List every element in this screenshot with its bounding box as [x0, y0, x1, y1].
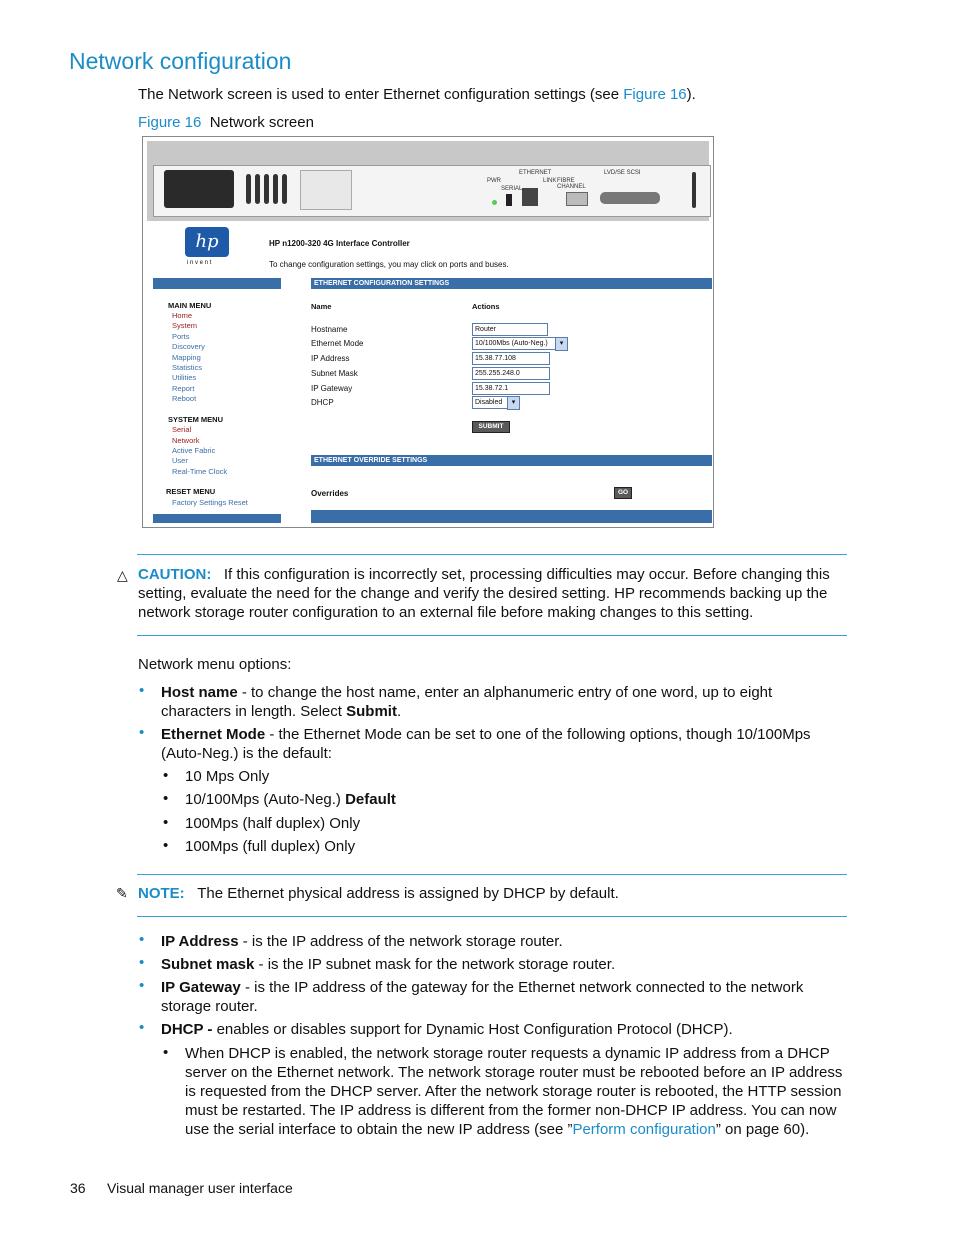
list-item-hostname: Host name - to change the host name, enter an alphanumeric entry of one word, up to eight characters in length. Select Submit.: [161, 684, 773, 720]
col-name-header: Name: [311, 302, 332, 311]
scsi-label: LVD/SE SCSI: [604, 170, 641, 176]
list-item-ip-address: IP Address - is the IP address of the network storage router.: [161, 933, 563, 950]
caution-bottom-rule: [137, 635, 847, 636]
subnet-mask-input[interactable]: 255.255.248.0: [472, 367, 550, 380]
note-bottom-rule: [137, 916, 847, 917]
menu-item-active-fabric[interactable]: Active Fabric: [172, 446, 216, 455]
note-text: [138, 884, 619, 903]
menu-item-system[interactable]: System: [172, 321, 198, 330]
footer-bar: [311, 510, 712, 523]
menu-item-reboot[interactable]: Reboot: [172, 394, 197, 403]
vent-icon: [255, 174, 260, 204]
caution-top-rule: [137, 554, 847, 555]
sub-bullet-icon: •: [163, 1044, 169, 1061]
menu-item-real-time-clock[interactable]: Real-Time Clock: [172, 467, 228, 476]
sub-bullet-icon: •: [163, 837, 169, 854]
submit-button[interactable]: SUBMIT: [472, 421, 510, 433]
network-screen-figure: [142, 136, 714, 528]
sidebar-bar: [153, 278, 281, 289]
sub-list-item: 10/100Mps (Auto-Neg.) Default: [185, 791, 396, 808]
override-settings-bar: ETHERNET OVERRIDE SETTINGS: [311, 455, 712, 466]
go-button[interactable]: GO: [614, 487, 632, 499]
bullet-icon: •: [139, 954, 145, 971]
ethernet-label: ETHERNET: [519, 170, 552, 176]
menu-item-statistics[interactable]: Statistics: [172, 363, 203, 372]
bullet-icon: •: [139, 977, 145, 994]
list-item-dhcp: DHCP - enables or disables support for Dynamic Host Configuration Protocol (DHCP).: [161, 1021, 733, 1038]
figure-caption: [138, 113, 314, 132]
footer-title: Visual manager user interface: [107, 1180, 293, 1196]
ip-gateway-input[interactable]: 15.38.72.1: [472, 382, 550, 395]
ethernet-port-icon[interactable]: [522, 188, 538, 206]
sidebar-footer-bar: [153, 514, 281, 523]
system-menu-heading: SYSTEM MENU: [168, 415, 224, 424]
serial-label: SERIAL: [501, 186, 523, 192]
ethernet-config-bar: ETHERNET CONFIGURATION SETTINGS: [311, 278, 712, 289]
vent-icon: [273, 174, 278, 204]
row-ip-gateway-label: IP Gateway: [311, 384, 353, 393]
sub-list-item: 100Mps (half duplex) Only: [185, 815, 361, 832]
caution-body: If this configuration is incorrectly set, processing difficulties may occur. Before changing this setting, evaluate the need for the change and verify the desired setting. HP recommends backing up the network storage router configuration to an external file before making changes to this setting.: [138, 566, 830, 621]
vent-icon: [264, 174, 269, 204]
sub-bullet-icon: •: [163, 767, 169, 784]
serial-port-icon[interactable]: [506, 194, 512, 206]
caution-label: CAUTION:: [138, 566, 212, 583]
row-subnet-mask-label: Subnet Mask: [311, 369, 358, 378]
intro-text: The Network screen is used to enter Ethernet configuration settings (see: [138, 86, 624, 103]
menu-item-serial[interactable]: Serial: [172, 425, 192, 434]
menu-item-user[interactable]: User: [172, 456, 188, 465]
overrides-label: Overrides: [311, 489, 349, 498]
row-ethernet-mode-label: Ethernet Mode: [311, 339, 364, 348]
col-actions-header: Actions: [472, 302, 500, 311]
note-top-rule: [137, 874, 847, 875]
vent-icon: [282, 174, 287, 204]
note-icon: ✎: [116, 885, 128, 901]
menu-item-discovery[interactable]: Discovery: [172, 342, 205, 351]
bullet-icon: •: [139, 931, 145, 948]
note-label: NOTE:: [138, 885, 185, 902]
menu-item-utilities[interactable]: Utilities: [172, 373, 197, 382]
reset-menu-heading: RESET MENU: [166, 487, 216, 496]
device-front-panel[interactable]: [153, 165, 711, 217]
intro-paragraph: [138, 85, 696, 104]
page-number: 36: [70, 1180, 86, 1196]
pwr-led-icon: [492, 200, 497, 205]
invent-tagline: i n v e n t: [187, 260, 212, 266]
row-ip-address-label: IP Address: [311, 354, 350, 363]
caution-icon: △: [117, 567, 128, 583]
row-hostname-label: Hostname: [311, 325, 348, 334]
sub-list-item: 100Mps (full duplex) Only: [185, 838, 356, 855]
power-supply-icon: [164, 170, 234, 208]
note-body: The Ethernet physical address is assigned by DHCP by default.: [197, 885, 619, 902]
ip-address-input[interactable]: 15.38.77.108: [472, 352, 550, 365]
bullet-icon: •: [139, 682, 145, 699]
sub-list-item: 10 Mps Only: [185, 768, 270, 785]
label-plate: [300, 170, 352, 210]
hp-logo: hp: [185, 227, 229, 257]
hostname-input[interactable]: Router: [472, 323, 548, 336]
row-dhcp-label: DHCP: [311, 398, 334, 407]
chevron-down-icon[interactable]: ▾: [507, 396, 520, 410]
main-menu-heading: MAIN MENU: [168, 301, 212, 310]
vent-icon: [246, 174, 251, 204]
ethernet-mode-select[interactable]: 10/100Mbs (Auto-Neg.): [472, 337, 556, 350]
perform-configuration-link[interactable]: Perform configuration: [572, 1121, 716, 1138]
scsi-port-icon[interactable]: [600, 192, 660, 204]
dhcp-detail: When DHCP is enabled, the network storage router requests a dynamic IP address from a DHCP server on the Ethernet network. The network storage router must be rebooted before an IP address is requested from the DHCP server. After the network storage router is rebooted, the HTTP session must be restarted. The IP address is different from the former non-DHCP IP address. You can now use the serial interface to obtain the new IP address (see ”Perform configuration” on page 60).: [185, 1045, 843, 1138]
bullet-icon: •: [139, 1019, 145, 1036]
chevron-down-icon[interactable]: ▾: [555, 337, 568, 351]
figure-label: Figure 16: [138, 114, 202, 131]
list-item-ip-gateway: IP Gateway - is the IP address of the gateway for the Ethernet network connected to the network storage router.: [161, 979, 804, 1015]
menu-item-home[interactable]: Home: [172, 311, 193, 320]
menu-item-mapping[interactable]: Mapping: [172, 353, 201, 362]
menu-options-label: Network menu options:: [138, 656, 292, 673]
fibre-label: FIBRE CHANNEL: [557, 178, 586, 190]
link-label: LINK: [543, 178, 557, 184]
figure-caption-text: Network screen: [209, 114, 314, 131]
menu-item-ports[interactable]: Ports: [172, 332, 190, 341]
menu-item-report[interactable]: Report: [172, 384, 195, 393]
dhcp-select[interactable]: Disabled: [472, 396, 508, 409]
menu-item-factory-reset[interactable]: Factory Settings Reset: [172, 498, 248, 507]
fibre-port-icon[interactable]: [566, 192, 588, 206]
bullet-icon: •: [139, 724, 145, 741]
device-title: HP n1200-320 4G Interface Controller: [269, 239, 410, 248]
figure-link[interactable]: Figure 16: [623, 86, 687, 103]
intro-text-end: ).: [686, 86, 696, 103]
instruction-text: To change configuration settings, you may click on ports and buses.: [269, 260, 509, 269]
list-item-subnet-mask: Subnet mask - is the IP subnet mask for the network storage router.: [161, 956, 616, 973]
page-title: Network configuration: [69, 48, 292, 74]
caution-text: [138, 565, 838, 622]
device-panel-bar: [147, 141, 709, 221]
menu-item-network[interactable]: Network: [172, 436, 200, 445]
handle-icon: [692, 172, 696, 208]
pwr-label: PWR: [487, 178, 501, 184]
list-item-ethernet-mode: Ethernet Mode - the Ethernet Mode can be set to one of the following options, though 10/100Mps (Auto-Neg.) is the default:: [161, 726, 811, 762]
sub-bullet-icon: •: [163, 814, 169, 831]
sub-bullet-icon: •: [163, 790, 169, 807]
